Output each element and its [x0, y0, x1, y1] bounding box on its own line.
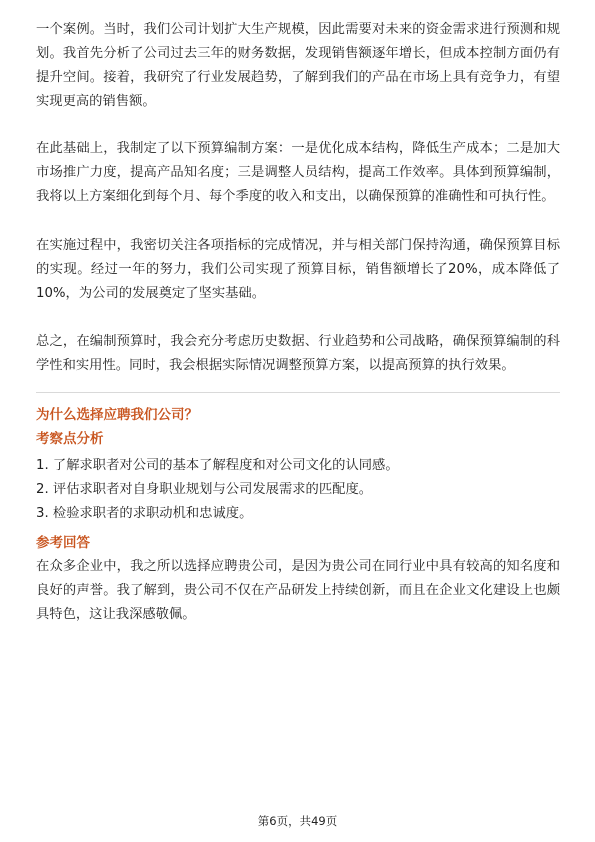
answer-text: 在众多企业中，我之所以选择应聘贵公司，是因为贵公司在同行业中具有较高的知名度和良好的声誉。我了解到，贵公司不仅在产品研发上持续创新，而且在企业文化建设上也颇具特色，这让我深感敬佩。	[36, 559, 560, 622]
answer-title: 参考回答	[36, 535, 90, 551]
document-body	[36, 18, 560, 627]
paragraph-summary: 总之，在编制预算时，我会充分考虑历史数据、行业趋势和公司战略，确保预算编制的科学性和实用性。同时，我会根据实际情况调整预算方案，以提高预算的执行效果。	[36, 334, 560, 373]
analysis-title: 考察点分析	[36, 431, 104, 447]
analysis-item: 1. 了解求职者对公司的基本了解程度和对公司文化的认同感。	[36, 458, 399, 473]
analysis-item: 2. 评估求职者对自身职业规划与公司发展需求的匹配度。	[36, 482, 373, 497]
analysis-item: 3. 检验求职者的求职动机和忠诚度。	[36, 506, 253, 521]
analysis-list	[36, 454, 560, 526]
section-divider	[36, 392, 560, 393]
page-number: 第6页，共49页	[257, 814, 338, 828]
paragraph-implementation: 在实施过程中，我密切关注各项指标的完成情况，并与相关部门保持沟通，确保预算目标的实现。经过一年的努力，我们公司实现了预算目标，销售额增长了20%，成本降低了10%，为公司的发展奠定了坚实基础。	[36, 238, 560, 301]
paragraph-budget-plan: 在此基础上，我制定了以下预算编制方案：一是优化成本结构，降低生产成本；二是加大市场推广力度，提高产品知名度；三是调整人员结构，提高工作效率。具体到预算编制，我将以上方案细化到每个月、每个季度的收入和支出，以确保预算的准确性和可执行性。	[36, 141, 560, 204]
question-title: 为什么选择应聘我们公司？	[36, 407, 198, 423]
paragraph-case-intro: 一个案例。当时，我们公司计划扩大生产规模，因此需要对未来的资金需求进行预测和规划。我首先分析了公司过去三年的财务数据，发现销售额逐年增长，但成本控制方面仍有提升空间。接着，我研究了行业发展趋势，了解到我们的产品在市场上具有竞争力，有望实现更高的销售额。	[36, 22, 560, 109]
